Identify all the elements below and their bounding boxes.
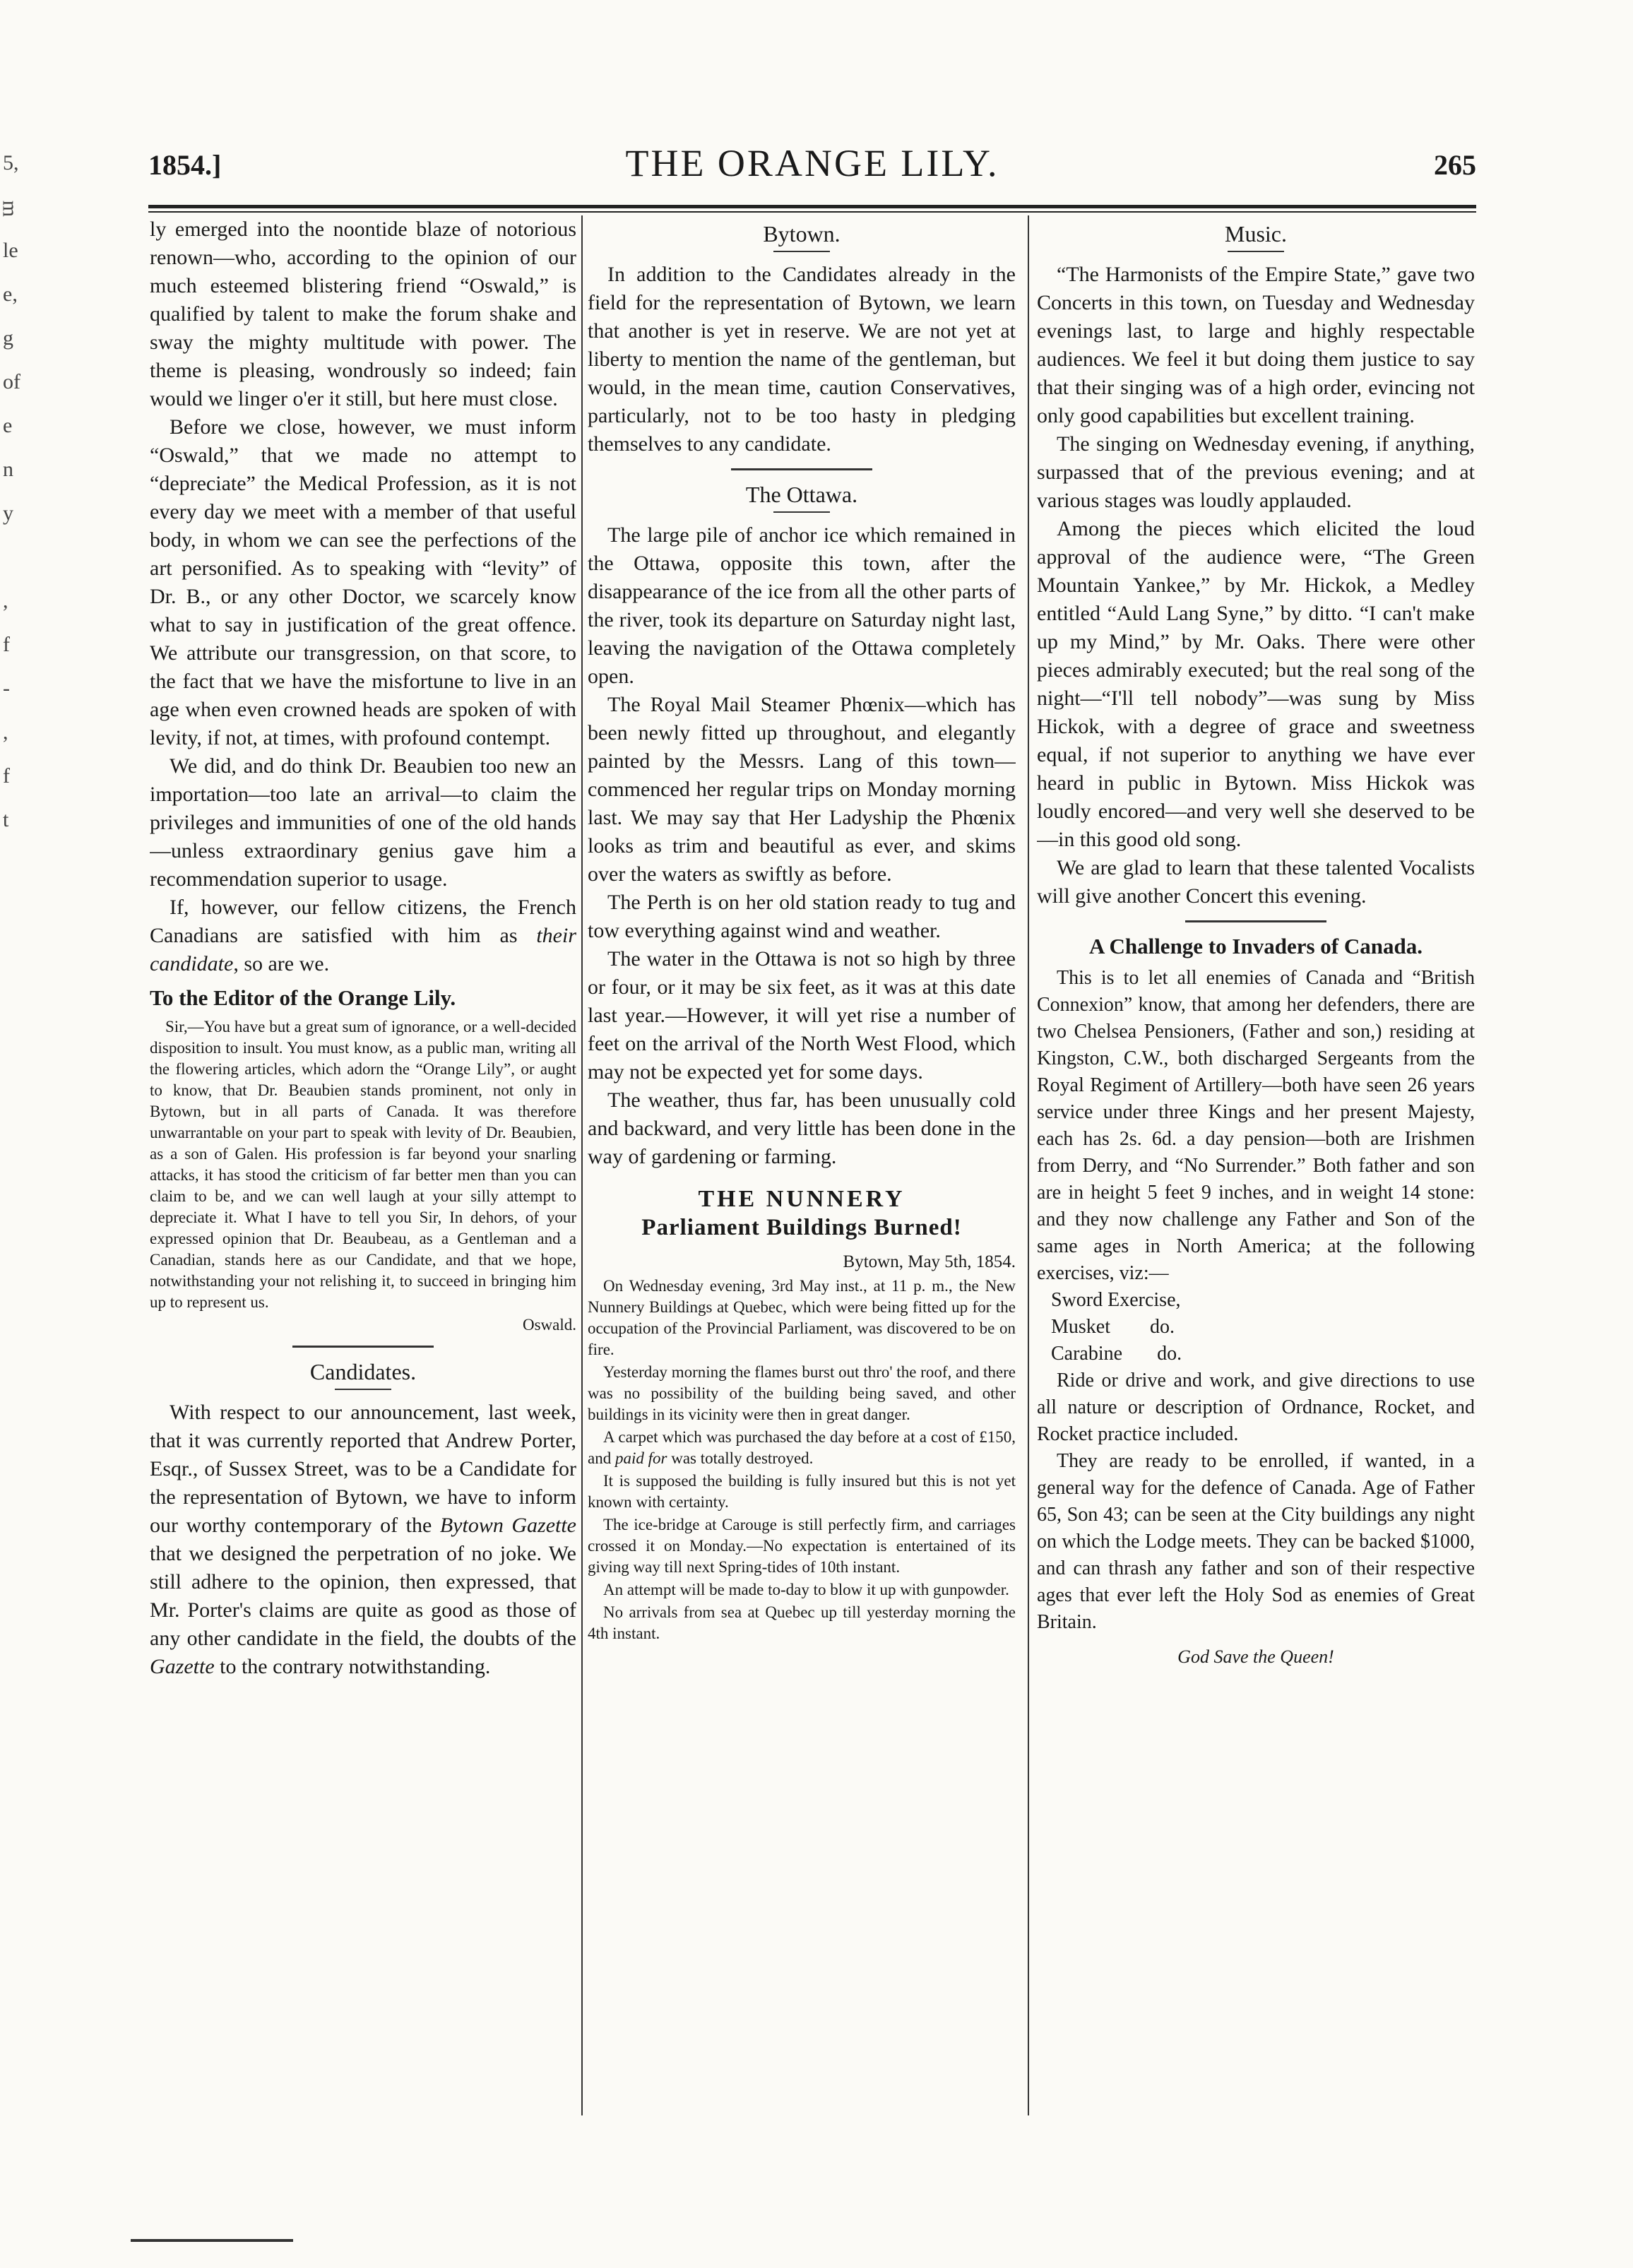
column-3	[1037, 215, 1475, 2108]
paragraph: The Royal Mail Steamer Phœnix—which has been newly fitted up throughout, and elegantly painted by the Messrs. Lang of this town—commenced her regular trips on Monday morning last. We may say that Her Ladyship the Phœnix looks as trim and beautiful as ever, and skims over the waters as swiftly as before.	[588, 693, 1016, 886]
page-header	[148, 141, 1476, 198]
nunnery-headline: THE NUNNERY	[698, 1186, 905, 1212]
header-page-number: 265	[1434, 149, 1476, 181]
report-paragraph: It is supposed the building is fully insured but this is not yet known with certainty.	[588, 1472, 1016, 1511]
column-divider-2	[1028, 215, 1029, 2115]
paragraph: We did, and do think Dr. Beaubien too new an importation—too late an arrival—to claim the privileges and immunities of one of the old hands—unless extraordinary genius gave him a recommendation superior to usage.	[150, 754, 576, 891]
heading-dash	[773, 511, 830, 513]
paragraph: Ride or drive and work, and give directions to use all nature or description of Ordnance, Rocket, and Rocket practice included.	[1037, 1370, 1475, 1445]
section-rule	[1185, 920, 1326, 922]
god-save-the-queen: God Save the Queen!	[1177, 1646, 1334, 1667]
section-rule	[292, 1346, 434, 1348]
paragraph: With respect to our announcement, last week, that it was currently reported that Andrew Porter, Esqr., of Sussex Street, was to be a Candidate for the representation of Bytown, we have to inform our worthy contemporary of the Bytown Gazette that we designed the perpetration of no joke. We still adhere to the opinion, then expressed, that Mr. Porter's claims are quite as good as those of any other candidate in the field, the doubts of the Gazette to the contrary notwithstanding.	[150, 1401, 576, 1678]
column-1	[150, 215, 576, 2108]
heading-dash	[773, 251, 830, 252]
header-title: THE ORANGE LILY.	[625, 142, 999, 184]
dateline: Bytown, May 5th, 1854.	[843, 1252, 1016, 1271]
challenge-heading: A Challenge to Invaders of Canada.	[1089, 934, 1423, 958]
report-paragraph: On Wednesday evening, 3rd May inst., at 11 p. m., the New Nunnery Buildings at Quebec, which were being fitted up for the occupation of the Provincial Parliament, was discovered to be on fire.	[588, 1277, 1016, 1358]
paragraph: We are glad to learn that these talented Vocalists will give another Concert this evening.	[1037, 856, 1475, 908]
bytown-heading: Bytown.	[763, 221, 841, 247]
paragraph: ly emerged into the noontide blaze of notorious renown—who, according to the opinion of our much esteemed blistering friend “Oswald,” is qualified by talent to make the forum shake and sway the mighty multitude with power. The theme is pleasing, wondrously so indeed; fain would we linger o'er it still, but here must close.	[150, 218, 576, 410]
letter-heading: To the Editor of the Orange Lily.	[150, 985, 456, 1010]
footer-rule	[131, 2239, 293, 2242]
paragraph: This is to let all enemies of Canada and “British Connexion” know, that among her defenders, there are two Chelsea Pensioners, (Father and son,) residing at Kingston, C.W., both discharged Sergeants from the Royal Regiment of Artillery—both have seen 26 years service under three Kings and her present Majesty, each has 2s. 6d. a day pension—both are Irishmen from Derry, and “No Surrender.” Both father and son are in height 5 feet 9 inches, and in weight 14 stone: and they now challenge any Father and Son of the same ages in North America; at the following exercises, viz:—	[1037, 967, 1475, 1284]
ottawa-heading: The Ottawa.	[745, 482, 858, 507]
paragraph: The Perth is on her old station ready to tug and tow everything against wind and weather.	[588, 891, 1016, 942]
header-rule	[148, 205, 1476, 213]
burned-subheadline: Parliament Buildings Burned!	[641, 1215, 962, 1240]
paragraph: Before we close, however, we must inform “Oswald,” that we made no attempt to “depreciate” the Medical Profession, as it is not every day we meet with a member of that useful body, in whom we can see the perfections of the art personified. As to speaking with “levity” of Dr. B., or any other Doctor, we scarcely know what to say in justification of the great offence. We attribute our transgression, on that score, to the fact that we have the misfortune to live in an age when even crowned heads are spoken of with levity, if not, at times, with profound contempt.	[150, 415, 576, 749]
section-rule	[731, 468, 872, 470]
exercise-item: Sword Exercise,	[1051, 1289, 1181, 1311]
candidates-heading: Candidates.	[309, 1359, 417, 1384]
nunnery-report	[588, 1252, 1016, 1644]
paragraph: They are ready to be enrolled, if wanted, in a general way for the defence of Canada. Age of Father 65, Son 43; can be seen at the City buildings any night on which the Lodge meets. They can be backed $1000, and can thrash any father and son of their respective ages that ever left the Holy Sod as enemies of Great Britain.	[1037, 1450, 1475, 1633]
letter-signature: Oswald.	[522, 1316, 576, 1334]
header-year: 1854.]	[148, 149, 222, 181]
report-paragraph: A carpet which was purchased the day before at a cost of £150, and paid for was totally destroyed.	[588, 1428, 1016, 1467]
report-paragraph: No arrivals from sea at Quebec up till yesterday morning the 4th instant.	[588, 1603, 1016, 1642]
heading-dash	[335, 1389, 391, 1390]
report-paragraph: Yesterday morning the flames burst out thro' the roof, and there was no possibility of the building being saved, and other buildings in its vicinity were then in great danger.	[588, 1363, 1016, 1423]
report-paragraph: The ice-bridge at Carouge is still perfectly firm, and carriages crossed it on Monday.—No expectation is entertained of its giving way till next Spring-tides of 10th instant.	[588, 1516, 1016, 1576]
exercise-item: Carabine do.	[1051, 1343, 1182, 1365]
paragraph: If, however, our fellow citizens, the French Canadians are satisfied with him as their candidate, so are we.	[150, 896, 576, 975]
left-margin-fragments: 5, ᴟ le e, g of e n y , f - , f t	[3, 151, 20, 831]
paragraph: The weather, thus far, has been unusually cold and backward, and very little has been done in the way of gardening or farming.	[588, 1088, 1016, 1168]
music-heading: Music.	[1225, 221, 1287, 247]
paragraph: The singing on Wednesday evening, if anything, surpassed that of the previous evening; and at various stages was loudly applauded.	[1037, 432, 1475, 512]
paragraph: In addition to the Candidates already in the field for the representation of Bytown, we learn that another is yet in reserve. We are not yet at liberty to mention the name of the gentleman, but would, in the mean time, caution Conservatives, particularly, not to be too hasty in pledging themselves to any candidate.	[588, 263, 1016, 456]
paragraph: The large pile of anchor ice which remained in the Ottawa, opposite this town, after the disappearance of the ice from all the other parts of the river, took its departure on Saturday night last, leaving the navigation of the Ottawa completely open.	[588, 523, 1016, 688]
letter-body: Sir,—You have but a great sum of ignorance, or a well-decided disposition to insult. You must know, as a public man, writing all the flowering articles, which adorn the “Orange Lily”, or aught to know, that Dr. Beaubien stands prominent, not only in Bytown, but in all parts of Canada. It was therefore unwarrantable on your part to speak with levity of Dr. Beaubien, as a son of Galen. His profession is far beyond your snarling attacks, it has stood the criticism of far better men than you can claim to be, and we can well laugh at your silly attempt to depreciate it. What I have to tell you Sir, In dehors, of your expressed opinion that Dr. Beaubeau, as a Gentleman and a Canadian, stands here as our Candidate, and that we hope, notwithstanding your not relishing it, to succeed in bringing him up to represent us.	[150, 1018, 576, 1311]
letter	[150, 1016, 576, 1336]
column-divider-1	[581, 215, 583, 2115]
report-paragraph: An attempt will be made to-day to blow it up with gunpowder.	[603, 1581, 1009, 1598]
paragraph: The water in the Ottawa is not so high by three or four, or it may be six feet, as it was at this date last year.—However, it will yet rise a number of feet on the arrival of the North West Flood, which may not be expected yet for some days.	[588, 947, 1016, 1083]
paragraph: “The Harmonists of the Empire State,” gave two Concerts in this town, on Tuesday and Wednesday evenings last, to large and highly respectable audiences. We feel it but doing them justice to say that their singing was of a high order, evincing not only good capabilities but excellent training.	[1037, 263, 1475, 427]
exercise-item: Musket do.	[1051, 1316, 1175, 1338]
heading-dash	[1228, 251, 1284, 252]
paragraph: Among the pieces which elicited the loud approval of the audience were, “The Green Mountain Yankee,” by Mr. Hickok, a Medley entitled “Auld Lang Syne,” by ditto. “I can't make up my Mind,” by Mr. Oaks. There were other pieces admirably executed; but the real song of the night—“I'll tell nobody”—was sung by Miss Hickok, with a degree of grace and sweetness equal, if not superior to anything we have ever heard in public in Bytown. Miss Hickok was loudly encored—and very well she deserved to be—in this good old song.	[1037, 517, 1475, 851]
column-2	[588, 215, 1016, 2108]
